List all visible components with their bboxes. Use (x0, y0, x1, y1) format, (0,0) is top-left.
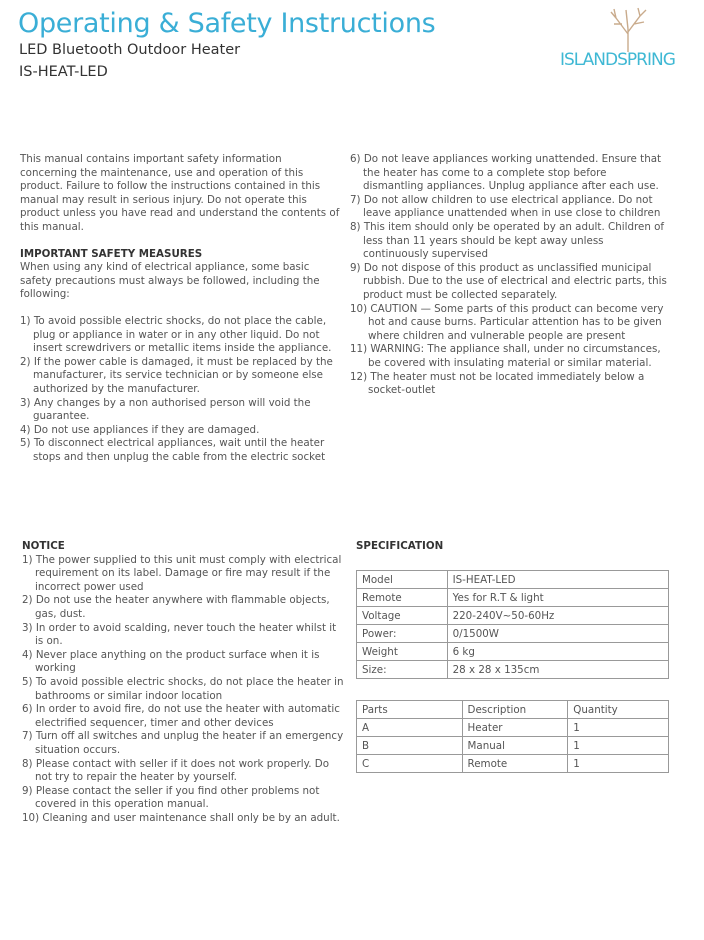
table-row (357, 625, 669, 643)
table-cell: Weight (357, 643, 448, 661)
table-cell: 220-240V~50-60Hz (447, 607, 668, 625)
page-title: Operating & Safety Instructions (18, 8, 436, 39)
notice-section (22, 540, 347, 825)
list-item: 8) This item should only be operated by an adult. Children of less than 11 years should be kept away unless continuously supervised (350, 220, 665, 261)
list-item: 2) If the power cable is damaged, it must be replaced by the manufacturer, its service technician or by someone else authorized by the manufacturer. (20, 355, 333, 395)
list-item: 7) Do not allow children to use electrical appliance. Do not leave appliance unattended when in use close to children (350, 193, 661, 220)
safety-lead: When using any kind of electrical appliance, some basic safety precautions must always be followed, including the following: (20, 261, 320, 301)
list-item: 6) In order to avoid fire, do not use the heater with automatic electrified sequencer, timer and other devices (22, 703, 340, 729)
table-row (357, 571, 669, 589)
table-cell: IS-HEAT-LED (447, 571, 668, 589)
intro-paragraph: This manual contains important safety information concerning the maintenance, use and operation of this product. Failure to follow the instructions contained in this manual may result in serious injury. Do not operate this product unless you have read and understand the contents of this manual. (20, 153, 340, 233)
model-code: IS-HEAT-LED (19, 64, 108, 80)
brand-logo (556, 4, 696, 74)
list-item: 1) To avoid possible electric shocks, do not place the cable, plug or appliance in water or in any other liquid. Do not insert screwdrivers or metallic items inside the appliance. (20, 314, 332, 355)
list-item: 10) Cleaning and user maintenance shall only be by an adult. (22, 811, 340, 824)
spec-heading: SPECIFICATION (356, 540, 444, 552)
intro-text (20, 153, 340, 464)
list-item: 12) The heater must not be located immediately below a socket-outlet (350, 370, 645, 397)
safety-heading: IMPORTANT SAFETY MEASURES (20, 247, 203, 260)
table-cell: 0/1500W (447, 625, 668, 643)
table-row (357, 661, 669, 679)
list-item: 1) The power supplied to this unit must comply with electrical requirement on its label. Damage or fire may result if the incorrect power used (22, 553, 342, 593)
table-cell: Remote (357, 589, 448, 607)
table-cell: 1 (568, 755, 669, 773)
brand-name: ISLANDSPRING (560, 50, 675, 70)
table-cell: 1 (568, 719, 669, 737)
list-item: 11) WARNING: The appliance shall, under no circumstances, be covered with insulating material or similar material. (350, 343, 661, 369)
list-item: 3) Any changes by a non authorised person will void the guarantee. (20, 396, 311, 423)
table-cell: 6 kg (447, 643, 668, 661)
table-cell: Voltage (357, 607, 448, 625)
table-cell: A (357, 719, 463, 737)
list-item: 2) Do not use the heater anywhere with flammable objects, gas, dust. (22, 594, 330, 620)
list-item: 3) In order to avoid scalding, never touch the heater whilst it is on. (22, 621, 337, 648)
table-row (357, 719, 669, 737)
table-cell: Remote (462, 755, 568, 773)
list-item: 4) Never place anything on the product surface when it is working (22, 648, 320, 675)
table-row (357, 607, 669, 625)
table-cell: Quantity (568, 701, 669, 719)
list-item: 7) Turn off all switches and unplug the heater if an emergency situation occurs. (22, 730, 344, 756)
table-cell: Power: (357, 625, 448, 643)
table-cell: Yes for R.T & light (447, 589, 668, 607)
safety-list-right (350, 153, 670, 398)
table-cell: Parts (357, 701, 463, 719)
table-row (357, 643, 669, 661)
list-item: 9) Please contact the seller if you find other problems not covered in this operation manual. (22, 784, 320, 811)
table-cell: Heater (462, 719, 568, 737)
list-item: 4) Do not use appliances if they are damaged. (20, 423, 260, 436)
list-item: 8) Please contact with seller if it does not work properly. Do not try to repair the heater by yourself. (22, 757, 329, 784)
table-row (357, 701, 669, 719)
table-cell: B (357, 737, 463, 755)
list-item: 10) CAUTION — Some parts of this product can become very hot and cause burns. Particular attention has to be given where children and vulnerable people are present (350, 302, 664, 342)
table-cell: C (357, 755, 463, 773)
list-item: 6) Do not leave appliances working unattended. Ensure that the heater has come to a complete stop before dismantling appliances. Unplug appliance after each use. (350, 153, 662, 193)
list-item: 5) To avoid possible electric shocks, do not place the heater in bathrooms or similar indoor location (22, 675, 344, 702)
safety-list-left (20, 315, 340, 465)
table-row (357, 589, 669, 607)
table-cell: Model (357, 571, 448, 589)
tree-icon (556, 4, 696, 54)
subtitle: LED Bluetooth Outdoor Heater (19, 42, 241, 58)
parts-table (356, 700, 669, 773)
table-row (357, 737, 669, 755)
spec-table (356, 570, 669, 679)
table-row (357, 755, 669, 773)
notice-heading: NOTICE (22, 540, 65, 552)
table-cell: 28 x 28 x 135cm (447, 661, 668, 679)
table-cell: 1 (568, 737, 669, 755)
table-cell: Size: (357, 661, 448, 679)
list-item: 9) Do not dispose of this product as unclassified municipal rubbish. Due to the use of electrical and electric parts, this product must be collected separately. (350, 261, 667, 301)
table-cell: Description (462, 701, 568, 719)
list-item: 5) To disconnect electrical appliances, wait until the heater stops and then unplug the cable from the electric socket (20, 437, 326, 463)
table-cell: Manual (462, 737, 568, 755)
